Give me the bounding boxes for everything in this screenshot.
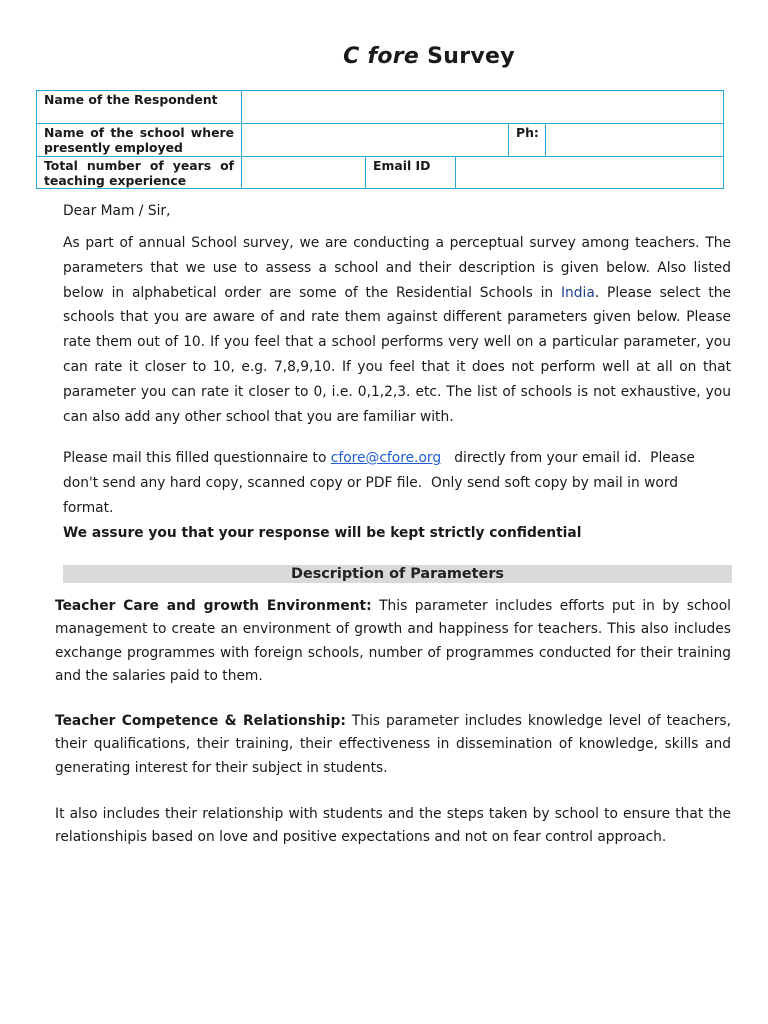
parameter-care-title: Teacher Care and growth Environment:: [55, 598, 372, 614]
phone-label: Ph:: [509, 124, 546, 157]
intro-country: India: [560, 284, 595, 301]
title-brand: C fore: [343, 44, 420, 69]
school-input[interactable]: [242, 124, 509, 157]
parameter-competence-title: Teacher Competence & Relationship:: [55, 713, 346, 729]
school-label: Name of the school where presently employed: [37, 124, 242, 157]
email-link[interactable]: cfore@cfore.org: [330, 450, 442, 466]
page-title: [0, 44, 768, 69]
intro-text-a: As part of annual School survey, we are conducting a perceptual survey among teachers. The parameters that we use to assess a school and their description is given below. Also listed below in alphabetical order are some of the Residential Schools in: [63, 235, 731, 301]
respondent-input[interactable]: [242, 91, 724, 124]
greeting: Dear Mam / Sir,: [63, 203, 171, 219]
mail-text-a: Please mail this filled questionnaire to: [63, 450, 331, 466]
parameter-competence: [55, 710, 731, 780]
confidentiality-note: We assure you that your response will be kept strictly confidential: [63, 525, 582, 541]
mail-paragraph: [63, 446, 731, 520]
intro-paragraph: [63, 231, 731, 429]
mail-text-b: directly from your email id. Please don't send any hard copy, scanned copy or PDF file. Only send soft copy by mail in word format.: [63, 450, 700, 516]
years-label: Total number of years of teaching experience: [37, 157, 242, 189]
email-label: Email ID: [366, 157, 456, 189]
parameter-care: [55, 595, 731, 688]
parameter-care-text: This parameter includes efforts put in by school management to create an environment of growth and happiness for teachers. This also includes exchange programmes with foreign schools, number of programmes conducted for their training and the salaries paid to them.: [55, 598, 731, 684]
phone-input[interactable]: [546, 124, 724, 157]
email-input[interactable]: [456, 157, 724, 189]
respondent-form: [36, 90, 724, 189]
intro-text-b: . Please select the schools that you are aware of and rate them against different parameters given below. Please rate them out of 10. If you feel that a school performs very well on a particular parameter, you can rate it closer to 10, e.g. 7,8,9,10. If you feel that it does not perform well at all on that parameter you can rate it closer to 0, i.e. 0,1,2,3. etc. The list of schools is not exhaustive, you can also add any other school that you are familiar with.: [63, 284, 732, 425]
title-word: Survey: [427, 44, 515, 69]
parameter-relationship: It also includes their relationship with students and the steps taken by school to ensure that the relationshipis based on love and positive expectations and not on fear control approach.: [55, 806, 731, 846]
years-input[interactable]: [242, 157, 366, 189]
section-heading: Description of Parameters: [63, 565, 732, 583]
respondent-label: Name of the Respondent: [37, 91, 242, 124]
parameter-competence-text: This parameter includes knowledge level of teachers, their qualifications, their training, their effectiveness in dissemination of knowledge, skills and generating interest for their subject in students.: [55, 713, 731, 776]
